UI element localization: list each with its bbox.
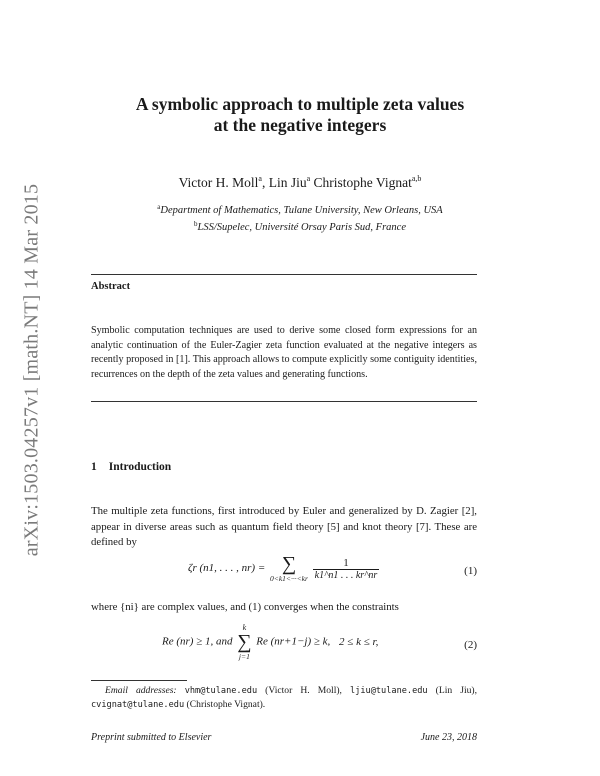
sum-lower-limit: j=1 (238, 652, 250, 661)
equation-lhs: Re (nr) ≥ 1, and (162, 635, 233, 648)
title-line-2: at the negative integers (213, 115, 387, 135)
author-list: Victor H. Moll$^a$, Lin Jiu$^a$ Christophe Vignat$^{a,b}$ (178, 174, 422, 190)
abstract-top-rule (91, 274, 477, 275)
constraints-paragraph: where {ni} are complex values, and (1) converges when the constraints (91, 601, 399, 613)
intro-paragraph: The multiple zeta functions, first introduced by Euler and generalized by D. Zagier [2], appear in diverse areas such as quantum field theory [5] and knot theory [7]. These are defined by (91, 505, 477, 548)
equation-2 (162, 623, 378, 661)
sum-lower-limit: 0<k1<···<kr (270, 574, 308, 583)
equation-number: (2) (464, 639, 477, 651)
affiliation-a: $^a$Department of Mathematics, Tulane University, New Orleans, USA (157, 203, 443, 216)
footnote-label: Email addresses: (105, 685, 177, 696)
email-link[interactable]: ljiu@tulane.edu (350, 686, 428, 696)
page-footer (91, 732, 477, 743)
affiliation-mark: a (258, 174, 262, 183)
email-link[interactable]: vhm@tulane.edu (184, 686, 258, 696)
summation: ∑ 0<k1<···<kr (270, 553, 308, 583)
fraction (313, 557, 380, 581)
affiliation-mark: a (306, 174, 311, 183)
title-line-1: A symbolic approach to multiple zeta values (135, 94, 465, 114)
equation-lhs: ζr (n1, . . . , nr) = (188, 562, 266, 575)
author-name: Victor H. Moll (178, 175, 259, 190)
paper-title (0, 94, 600, 136)
abstract-heading: Abstract (91, 281, 131, 292)
equation-1 (188, 554, 379, 583)
footnote-rule (91, 680, 187, 681)
condition: 2 ≤ k ≤ r, (339, 635, 379, 648)
summation: k ∑ j=1 (237, 623, 252, 661)
arxiv-id: arXiv:1503.04257v1 [math.NT] 14 Mar 2015 (20, 183, 43, 557)
section-heading (91, 461, 171, 473)
section-title: Introduction (108, 461, 172, 473)
fraction-denominator: k1^n1 . . . kr^nr (314, 569, 378, 581)
affiliation-b: $^b$LSS/Supelec, Université Orsay Paris Sud, France (193, 220, 406, 233)
equation-number: (1) (464, 565, 477, 577)
author-name: Christophe Vignat (313, 175, 412, 190)
fraction-numerator: 1 (313, 557, 380, 570)
summand: Re (nr+1−j) ≥ k, (256, 635, 331, 648)
author-name: Lin Jiu (268, 175, 307, 190)
footnote: Email addresses: vhm@tulane.edu (Victor H. Moll), ljiu@tulane.edu (Lin Jiu), cvignat@tulane.edu (Christophe Vignat). (91, 685, 477, 710)
abstract-body: Symbolic computation techniques are used to derive some closed form expressions for an analytic continuation of the Euler-Zagier zeta function evaluated at the negative integers as recently proposed in [1]. This approach allows to compute explicitly some contiguity identities, recurrences on the depth of the zeta values and generating functions. (91, 325, 477, 380)
email-link[interactable]: cvignat@tulane.edu (91, 700, 185, 710)
sum-upper-limit: k (242, 623, 247, 632)
abstract-bottom-rule (91, 401, 477, 402)
footer-date: June 23, 2018 (420, 732, 477, 743)
affiliation-mark: a,b (411, 174, 422, 183)
section-number: 1 (91, 461, 97, 473)
preprint-notice: Preprint submitted to Elsevier (91, 732, 212, 743)
